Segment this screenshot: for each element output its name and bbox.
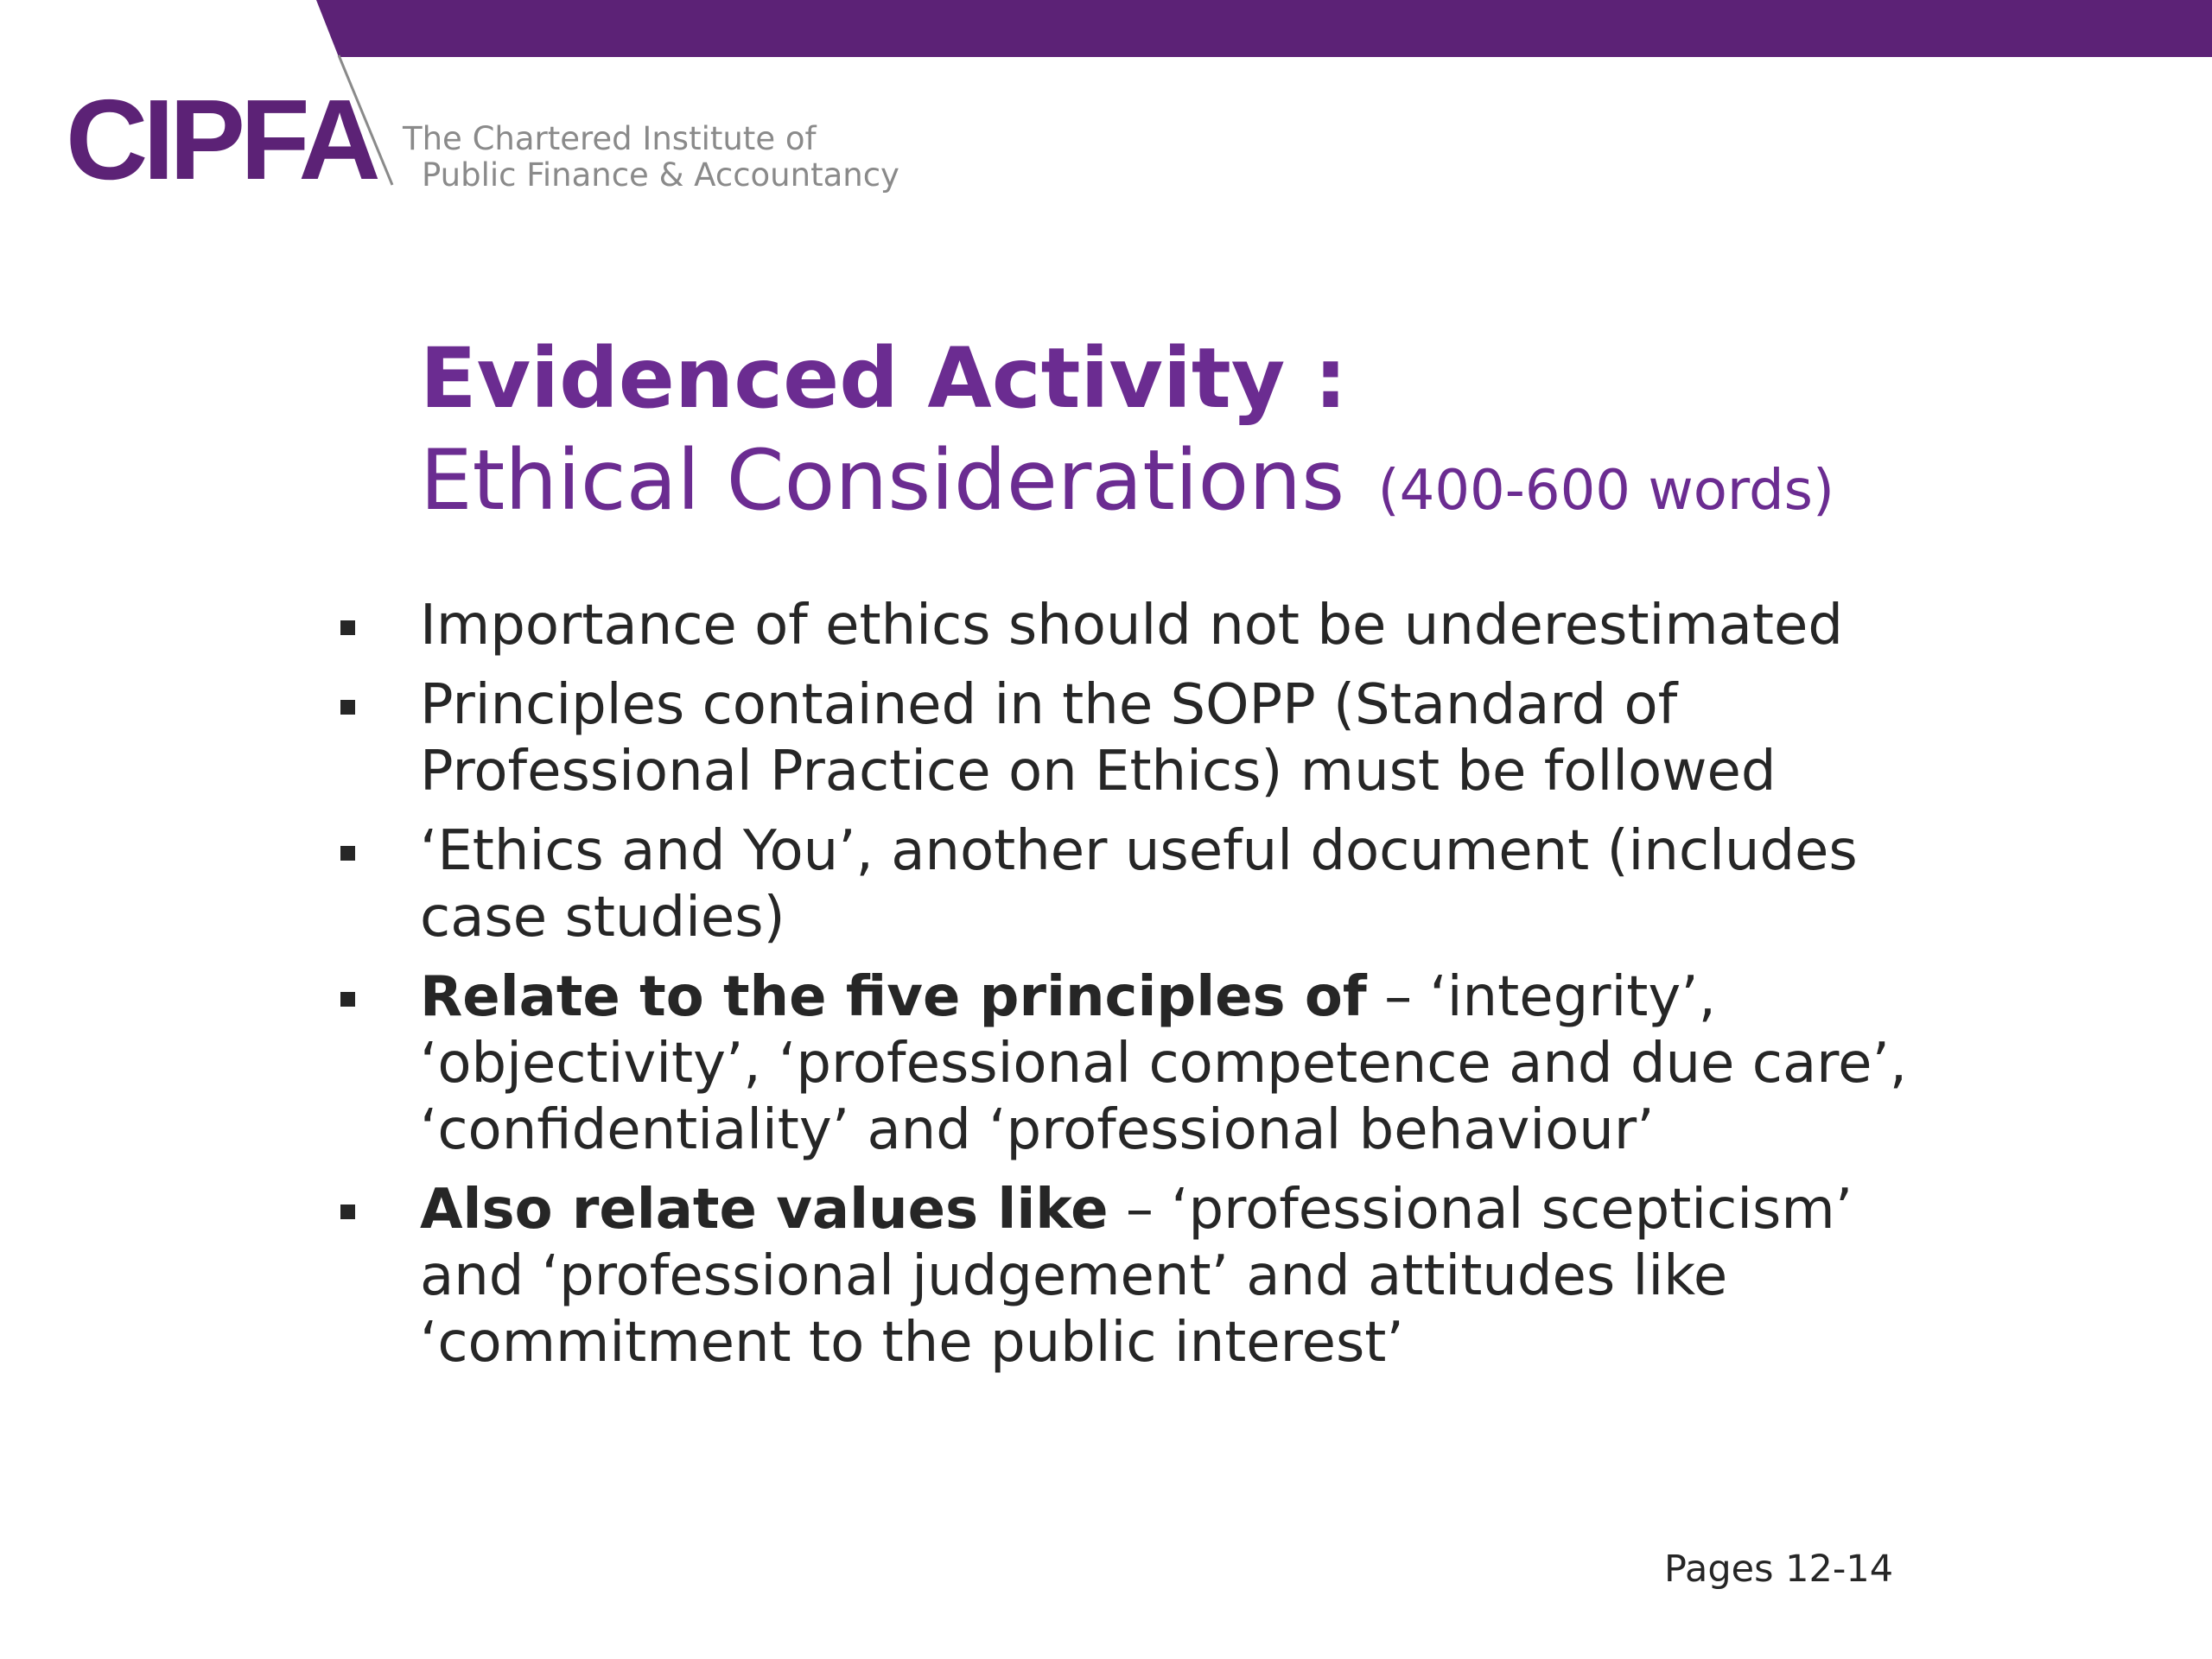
bullet-square-icon [340, 846, 355, 861]
bullet-square-icon [340, 992, 355, 1007]
bullet-item-2 [332, 672, 1974, 805]
top-bar-shape [316, 0, 2212, 57]
bullet-item-1 [332, 593, 1974, 659]
title-subheading-text: Ethical Considerations [420, 432, 1345, 529]
slide-title [420, 327, 1834, 541]
page-reference: Pages 12-14 [1664, 1548, 1894, 1591]
bullet-text: Principles contained in the SOPP (Standard of Professional Practice on Ethics) must be followed [420, 673, 1777, 804]
title-heading: Evidenced Activity : [420, 330, 1348, 427]
bullet-item-3 [332, 818, 1974, 951]
bullet-square-icon [340, 1205, 355, 1219]
bullet-square-icon [340, 620, 355, 635]
bullet-bold-text: Relate to the five principles of [420, 965, 1367, 1029]
bullet-text: – ‘integrity’, ‘objectivity’, ‘professional competence and due care’, ‘confidentiality’ and ‘professional behaviour’ [420, 965, 1908, 1162]
logo-subtitle-line1: The Chartered Institute of [403, 120, 817, 157]
bullet-bold-text: Also relate values like [420, 1178, 1109, 1242]
logo-subtitle [403, 121, 899, 194]
top-accent-bar [0, 0, 2212, 57]
bullet-list [332, 593, 1974, 1389]
bullet-item-4 [332, 964, 1974, 1164]
bullet-text: ‘Ethics and You’, another useful document (includes case studies) [420, 819, 1858, 950]
title-subheading [420, 430, 1834, 541]
bullet-text: Importance of ethics should not be underestimated [420, 594, 1843, 658]
bullet-text: – ‘professional scepticism’ and ‘professional judgement’ and attitudes like ‘commitment to the public interest’ [420, 1178, 1853, 1375]
logo-subtitle-line2: Public Finance & Accountancy [422, 156, 899, 194]
bullet-item-5 [332, 1177, 1974, 1376]
word-count-label: (400-600 words) [1377, 459, 1834, 523]
bullet-square-icon [340, 700, 355, 715]
logo-wordmark: CIPFA [66, 76, 376, 203]
